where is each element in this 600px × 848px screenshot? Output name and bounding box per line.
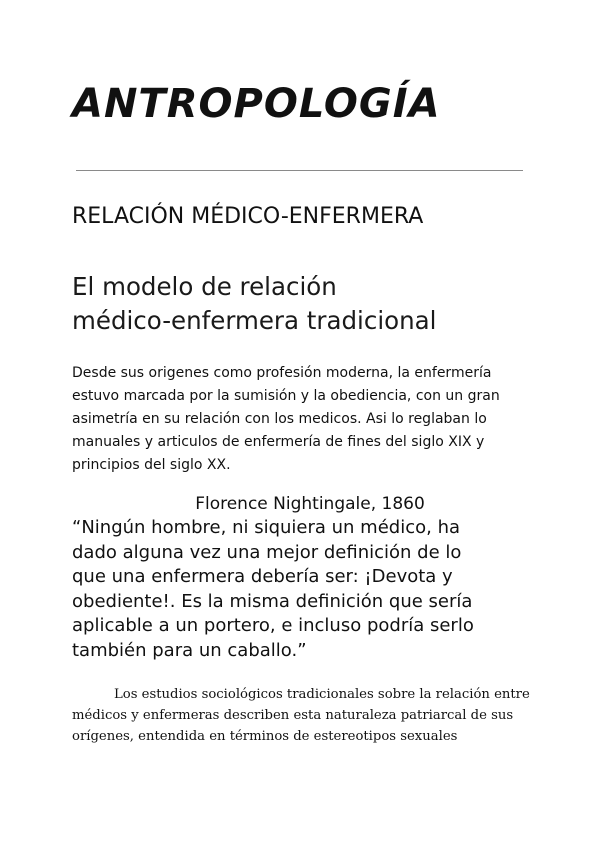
intro-line: manuales y articulos de enfermería de fines del siglo XIX y (72, 434, 485, 450)
closing-line: orígenes, entendida en términos de estereotipos sexuales (72, 729, 458, 744)
quote-line: “Ningún hombre, ni siquiera un médico, ha (72, 517, 461, 538)
sub-heading-line: El modelo de relación (72, 272, 337, 301)
quote-line: aplicable a un portero, e incluso podría serlo (72, 615, 474, 636)
title-divider (76, 170, 523, 171)
document-title: ANTROPOLOGÍA (72, 81, 441, 127)
quote-text (72, 516, 474, 663)
section-heading: RELACIÓN MÉDICO-ENFERMERA (72, 204, 424, 229)
closing-paragraph (72, 684, 530, 747)
quote-attribution: Florence Nightingale, 1860 (195, 494, 425, 514)
intro-paragraph (72, 362, 500, 477)
sub-heading (72, 270, 436, 338)
intro-line: Desde sus origenes como profesión moderna, la enfermería (72, 365, 492, 381)
quote-line: también para un caballo.” (72, 639, 307, 661)
closing-line: médicos y enfermeras describen esta naturaleza patriarcal de sus (72, 708, 514, 723)
sub-heading-line: médico-enfermera tradicional (72, 306, 437, 335)
quote-line: obediente!. Es la misma definición que sería (72, 590, 473, 612)
quote-line: que una enfermera debería ser: ¡Devota y (72, 566, 453, 587)
closing-line: Los estudios sociológicos tradicionales sobre la relación entre (114, 687, 530, 702)
intro-line: principios del siglo XX. (72, 457, 231, 473)
intro-line: asimetría en su relación con los medicos. Asi lo reglaban lo (72, 411, 487, 427)
intro-line: estuvo marcada por la sumisión y la obediencia, con un gran (72, 388, 500, 404)
quote-line: dado alguna vez una mejor definición de lo (72, 541, 462, 563)
